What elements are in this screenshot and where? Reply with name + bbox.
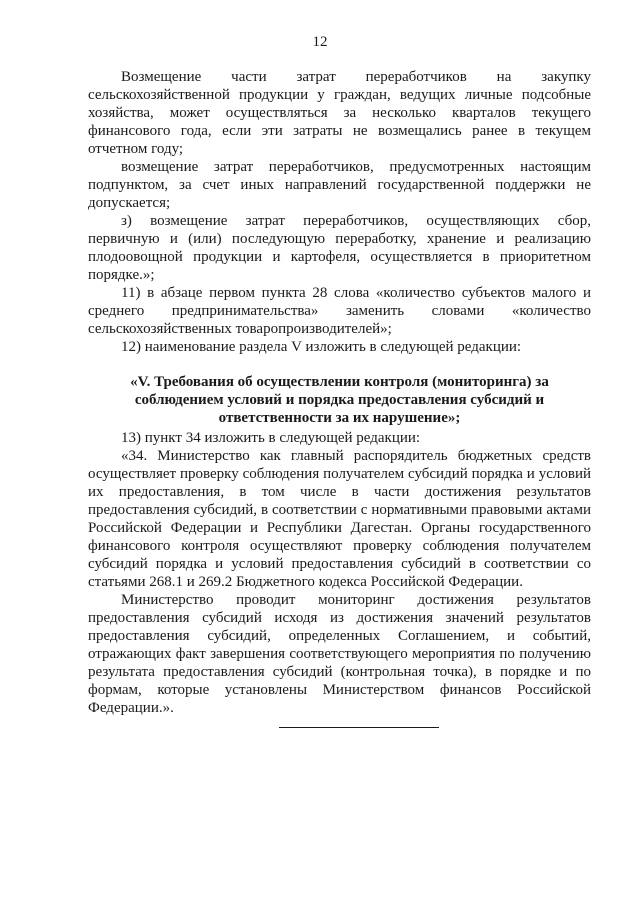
document-body	[88, 68, 591, 717]
end-divider-line	[279, 727, 439, 728]
paragraph-item-z: з) возмещение затрат переработчиков, осуществляющих сбор, первичную и (или) последующую переработку, хранение и реализацию плодоовощной продукции и картофеля, осуществляется в приоритетном порядке.»;	[88, 213, 591, 283]
paragraph-item-11: 11) в абзаце первом пункта 28 слова «количество субъектов малого и среднего предпринимательства» заменить словами «количество сельскохозяйственных товаропроизводителей»;	[88, 285, 591, 337]
paragraph-item-34: «34. Министерство как главный распорядитель бюджетных средств осуществляет проверку соблюдения получателем субсидий порядка и условий их предоставления, в том числе в части достижения результатов предоставления субсидий, в соответствии с нормативными правовыми актами Российской Федерации и Республики Дагестан. Органы государственного финансового контроля осуществляют проверку соблюдения получателем субсидий порядка и условий предоставления субсидий в соответствии со статьями 268.1 и 269.2 Бюджетного кодекса Российской Федерации.	[88, 448, 591, 590]
paragraph-item-13: 13) пункт 34 изложить в следующей редакции:	[121, 430, 421, 446]
paragraph-reimbursement-no-other-support: возмещение затрат переработчиков, предусмотренных настоящим подпунктом, за счет иных направлений государственной поддержки не допускается;	[88, 159, 591, 211]
paragraph-monitoring: Министерство проводит мониторинг достижения результатов предоставления субсидий исходя из достижения значений результатов предоставления субсидий, определенных Соглашением, и событий, отражающих факт завершения соответствующего мероприятия по получению результата предоставления субсидий (контрольная точка), в порядке и по формам, которые установлены Министерством финансов Российской Федерации.».	[88, 592, 591, 716]
paragraph-item-12: 12) наименование раздела V изложить в следующей редакции:	[121, 339, 522, 355]
paragraph-reimbursement-purchase: Возмещение части затрат переработчиков на закупку сельскохозяйственной продукции у граждан, ведущих личные подсобные хозяйства, может осуществляться за несколько кварталов текущего финансового года, если эти затраты не возмещались ранее в текущем отчетном году;	[88, 69, 591, 157]
page-number: 12	[312, 34, 328, 50]
section-v-title: «V. Требования об осуществлении контроля (мониторинга) за соблюдением условий и порядка предоставления субсидий и ответственности за их нарушение»;	[130, 374, 549, 426]
